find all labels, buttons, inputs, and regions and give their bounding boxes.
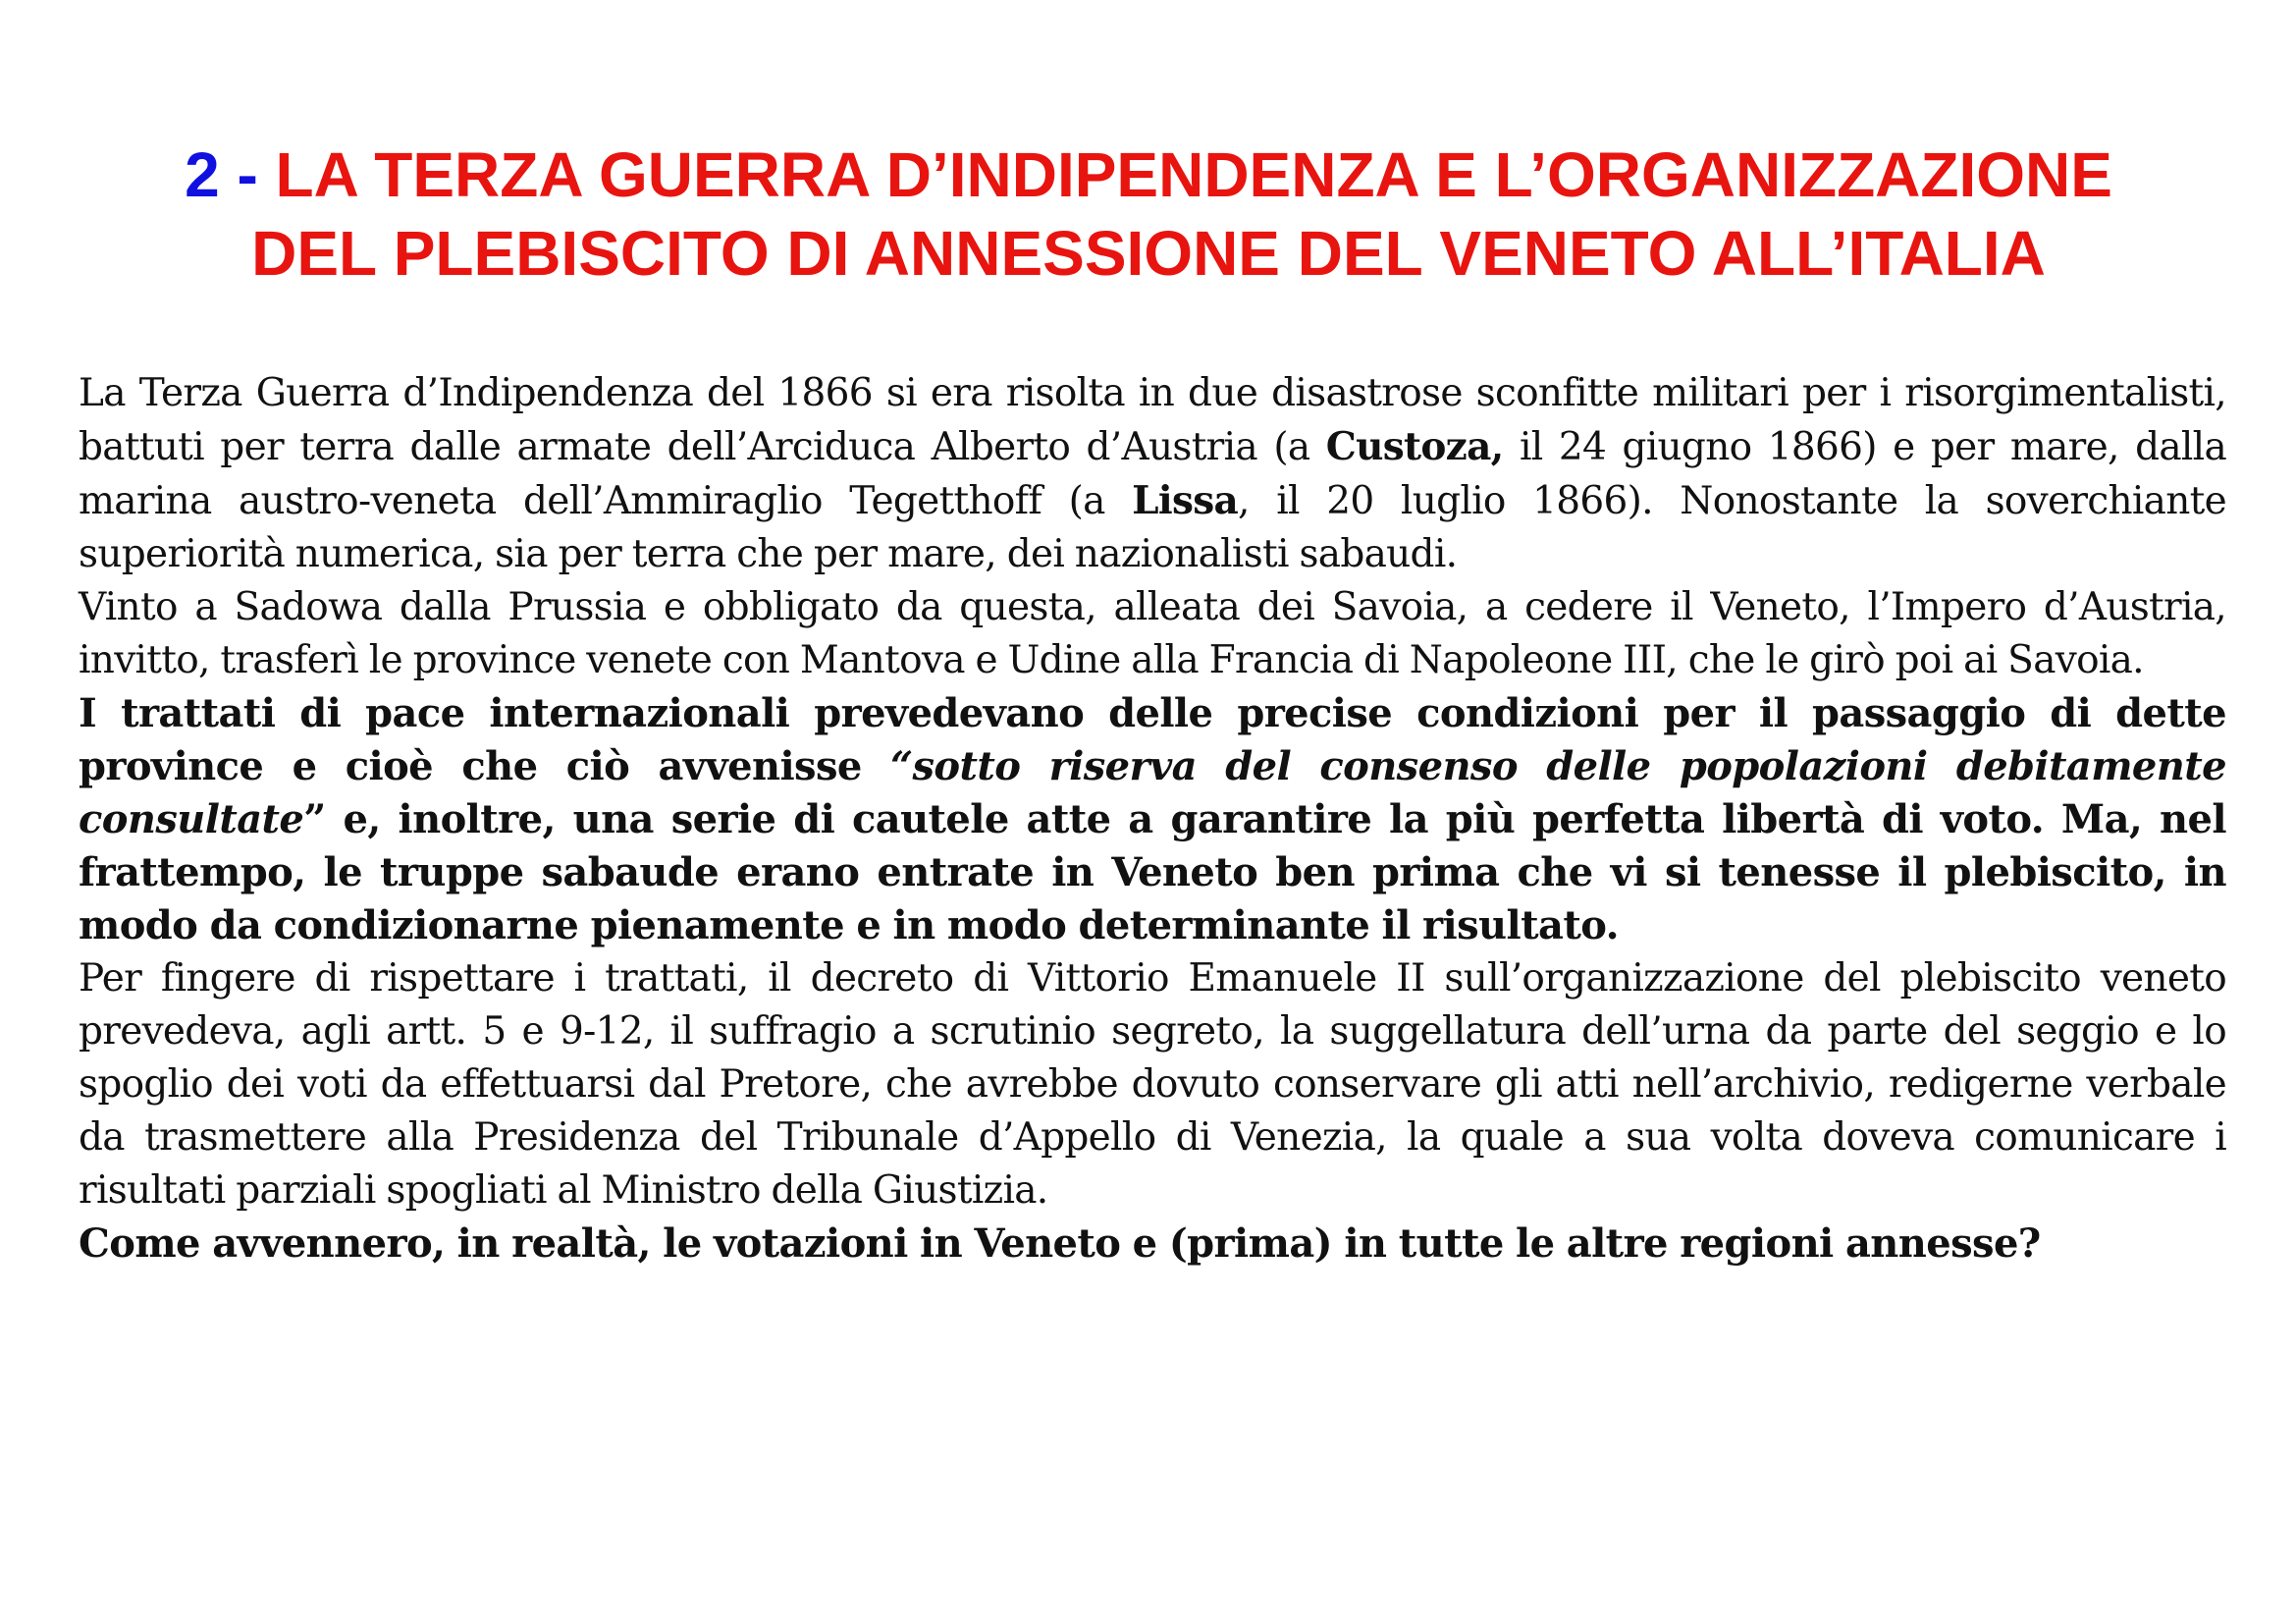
paragraph-3 (79, 687, 2226, 952)
treaty-quote: “sotto riserva del consenso delle popolazioni debitamente consultate (79, 743, 2226, 842)
paragraph-4: Per fingere di rispettare i trattati, il decreto di Vittorio Emanuele II sull’organizzazione del plebiscito veneto prevedeva, agli artt. 5 e 9-12, il suffragio a scrutinio segreto, la suggellatura dell’urna da parte del seggio e lo spoglio dei voti da effettuarsi dal Pretore, che avrebbe dovuto conservare gli atti nell’archivio, redigerne verbale da trasmettere alla Presidenza del Tribunale d’Appello di Venezia, la quale a sua volta doveva comunicare i risultati parziali spogliati al Ministro della Giustizia. (79, 956, 2226, 1213)
page-title (79, 135, 2218, 293)
paragraph-2: Vinto a Sadowa dalla Prussia e obbligato da questa, alleata dei Savoia, a cedere il Veneto, l’Impero d’Austria, invitto, trasferì le province venete con Mantova e Udine alla Francia di Napoleone III, che le girò poi ai Savoia. (79, 585, 2226, 682)
title-line-2: DEL PLEBISCITO DI ANNESSIONE DEL VENETO ALL’ITALIA (251, 218, 2046, 289)
paragraph-1-text-a: La Terza Guerra d’Indipendenza del 1866 si era risolta in due disastrose sconfitte militari per i risorgimentalisti, battuti per terra dalle armate dell’Arciduca Alberto d’Austria (a (79, 371, 2226, 469)
title-dash: - (219, 139, 276, 210)
paragraph-3-text-a: I trattati di pace internazionali prevedevano delle precise condizioni per il passaggio di dette province e cioè che ciò avvenisse (79, 690, 2226, 789)
chapter-number: 2 (185, 139, 220, 210)
paragraph-5: Come avvennero, in realtà, le votazioni in Veneto e (prima) in tutte le altre regioni annesse? (79, 1220, 2041, 1267)
custoza-bold: Custoza, (1325, 424, 1504, 469)
paragraph-1 (79, 367, 2226, 581)
paragraph-1-text-c: , il 20 luglio 1866). Nonostante la soverchiante superiorità numerica, sia per terra che per mare, dei nazionalisti sabaudi. (79, 479, 2226, 576)
title-line-1: LA TERZA GUERRA D’INDIPENDENZA E L’ORGANIZZAZIONE (275, 139, 2112, 210)
paragraph-3-text-b: ” e, inoltre, una serie di cautele atte a garantire la più perfetta libertà di voto. Ma, nel frattempo, le truppe sabaude erano entrate in Veneto ben prima che vi si tenesse il plebiscito, in modo da condizionarne pienamente e in modo determinante il risultato. (79, 796, 2226, 948)
lissa-bold: Lissa (1132, 478, 1239, 523)
body-text (79, 367, 2226, 1271)
paragraph-1-text-b: il 24 giugno 1866) e per mare, dalla marina austro-veneta dell’Ammiraglio Tegetthoff (a (79, 425, 2226, 523)
